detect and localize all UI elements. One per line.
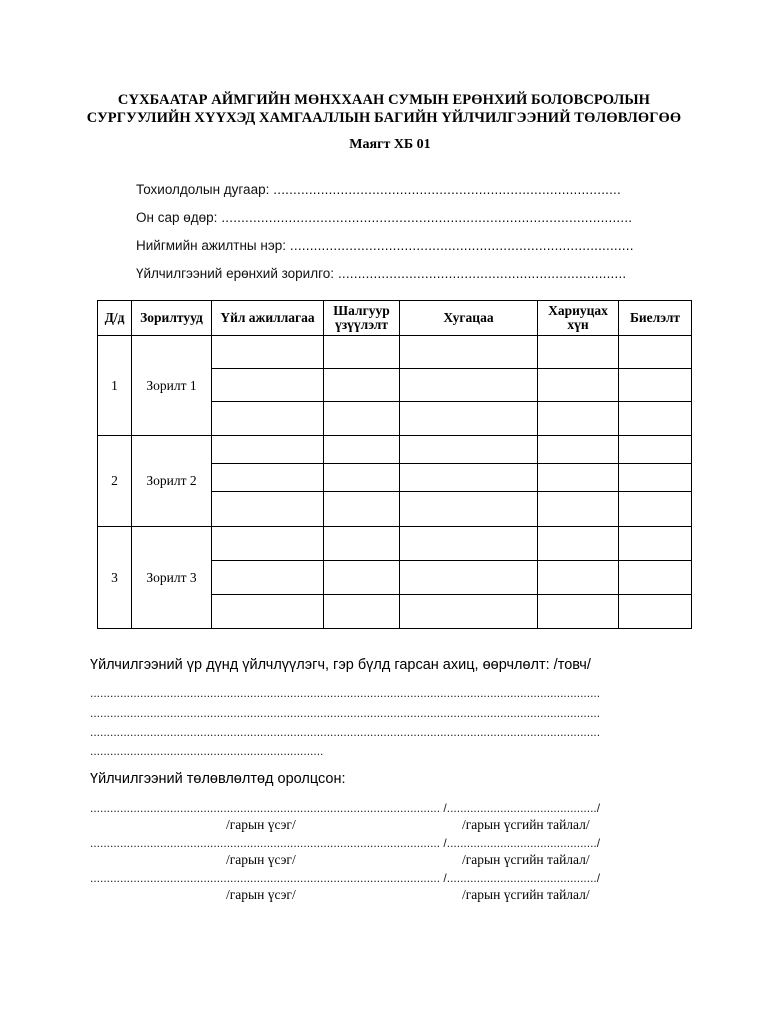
service-plan-table <box>97 300 692 629</box>
empty-cell[interactable] <box>619 436 692 464</box>
goal-cell: Зорилт 3 <box>132 527 212 629</box>
field-fill-line: ........................................................................................ <box>269 182 621 197</box>
header-cell-responsible: Хариуцах хүн <box>538 301 619 336</box>
signature-label: /гарын үсэг/ <box>226 817 296 832</box>
header-cell-goals: Зорилтууд <box>132 301 212 336</box>
document-title-line-2: СУРГУУЛИЙН ХҮҮХЭД ХАМГААЛЛЫН БАГИЙН ҮЙЛЧИЛГЭЭНИЙ ТӨЛӨВЛӨГӨӨ <box>86 110 682 126</box>
row-number-cell: 1 <box>98 336 132 436</box>
empty-cell[interactable] <box>212 464 324 492</box>
empty-cell[interactable] <box>619 527 692 561</box>
empty-cell[interactable] <box>619 369 692 402</box>
form-code: Маягт ХБ 01 <box>349 137 431 152</box>
empty-cell[interactable] <box>400 402 538 436</box>
header-cell-activity: Үйл ажиллагаа <box>212 301 324 336</box>
header-cell-deadline: Хугацаа <box>400 301 538 336</box>
empty-cell[interactable] <box>538 527 619 561</box>
field-label: Он сар өдөр: <box>136 210 218 225</box>
empty-cell[interactable] <box>538 464 619 492</box>
field-general-goal <box>136 266 626 281</box>
header-cell-indicator: Шалгуур үзүүлэлт <box>324 301 400 336</box>
empty-cell[interactable] <box>324 492 400 527</box>
field-fill-line: ....................................................................................... <box>285 238 634 253</box>
empty-cell[interactable] <box>619 595 692 629</box>
empty-cell[interactable] <box>400 369 538 402</box>
participants-section-label: Үйлчилгээний төлөвлөлтөд оролцсон: <box>90 771 346 787</box>
field-fill-line: ........................................................................................................ <box>217 210 633 225</box>
result-fill-line-3[interactable]: ......................................................................................................................................................... <box>90 725 601 739</box>
participant-line-1[interactable]: ......................................................................................................... /............................................./ <box>90 801 601 815</box>
empty-cell[interactable] <box>400 561 538 595</box>
field-label: Нийгмийн ажилтны нэр: <box>136 238 286 253</box>
signature-label: /гарын үсэг/ <box>226 852 296 867</box>
empty-cell[interactable] <box>619 492 692 527</box>
empty-cell[interactable] <box>212 402 324 436</box>
empty-cell[interactable] <box>538 595 619 629</box>
result-fill-line-1[interactable]: ......................................................................................................................................................... <box>90 686 601 700</box>
empty-cell[interactable] <box>619 336 692 369</box>
empty-cell[interactable] <box>324 436 400 464</box>
goal-cell: Зорилт 1 <box>132 336 212 436</box>
field-case-number <box>136 182 621 197</box>
empty-cell[interactable] <box>212 595 324 629</box>
empty-cell[interactable] <box>538 402 619 436</box>
field-fill-line: ......................................................................... <box>334 266 627 281</box>
header-cell-number: Д/д <box>98 301 132 336</box>
empty-cell[interactable] <box>619 402 692 436</box>
empty-cell[interactable] <box>538 369 619 402</box>
result-fill-line-2[interactable]: ......................................................................................................................................................... <box>90 706 601 720</box>
empty-cell[interactable] <box>538 336 619 369</box>
empty-cell[interactable] <box>212 369 324 402</box>
table-row <box>98 436 692 464</box>
empty-cell[interactable] <box>400 595 538 629</box>
empty-cell[interactable] <box>212 527 324 561</box>
empty-cell[interactable] <box>619 561 692 595</box>
empty-cell[interactable] <box>212 336 324 369</box>
empty-cell[interactable] <box>538 492 619 527</box>
table-row <box>98 336 692 369</box>
empty-cell[interactable] <box>212 436 324 464</box>
empty-cell[interactable] <box>400 492 538 527</box>
empty-cell[interactable] <box>400 464 538 492</box>
result-fill-line-4[interactable]: ...................................................................... <box>90 744 324 758</box>
empty-cell[interactable] <box>324 561 400 595</box>
field-date <box>136 210 632 225</box>
result-section-label: Үйлчилгээний үр дүнд үйлчлүүлэгч, гэр бүлд гарсан ахиц, өөрчлөлт: /товч/ <box>90 657 591 673</box>
empty-cell[interactable] <box>212 492 324 527</box>
empty-cell[interactable] <box>538 436 619 464</box>
signature-name-label: /гарын үсгийн тайлал/ <box>462 852 590 867</box>
field-label: Үйлчилгээний ерөнхий зорилго: <box>136 266 334 281</box>
row-number-cell: 3 <box>98 527 132 629</box>
table-row <box>98 527 692 561</box>
empty-cell[interactable] <box>324 464 400 492</box>
field-social-worker-name <box>136 238 634 253</box>
empty-cell[interactable] <box>324 595 400 629</box>
goal-cell: Зорилт 2 <box>132 436 212 527</box>
signature-label: /гарын үсэг/ <box>226 887 296 902</box>
empty-cell[interactable] <box>619 464 692 492</box>
row-number-cell: 2 <box>98 436 132 527</box>
header-cell-completion: Биелэлт <box>619 301 692 336</box>
empty-cell[interactable] <box>400 336 538 369</box>
participant-line-3[interactable]: ......................................................................................................... /............................................./ <box>90 871 601 885</box>
empty-cell[interactable] <box>538 561 619 595</box>
field-label: Тохиолдолын дугаар: <box>136 182 270 197</box>
empty-cell[interactable] <box>212 561 324 595</box>
empty-cell[interactable] <box>400 527 538 561</box>
empty-cell[interactable] <box>324 402 400 436</box>
empty-cell[interactable] <box>324 336 400 369</box>
empty-cell[interactable] <box>324 369 400 402</box>
table-header-row <box>98 301 692 336</box>
empty-cell[interactable] <box>400 436 538 464</box>
empty-cell[interactable] <box>324 527 400 561</box>
participant-line-2[interactable]: ......................................................................................................... /............................................./ <box>90 836 601 850</box>
signature-name-label: /гарын үсгийн тайлал/ <box>462 887 590 902</box>
document-title-line-1: СҮХБААТАР АЙМГИЙН МӨНХХААН СУМЫН ЕРӨНХИЙ БОЛОВСРОЛЫН <box>117 92 651 108</box>
signature-name-label: /гарын үсгийн тайлал/ <box>462 817 590 832</box>
